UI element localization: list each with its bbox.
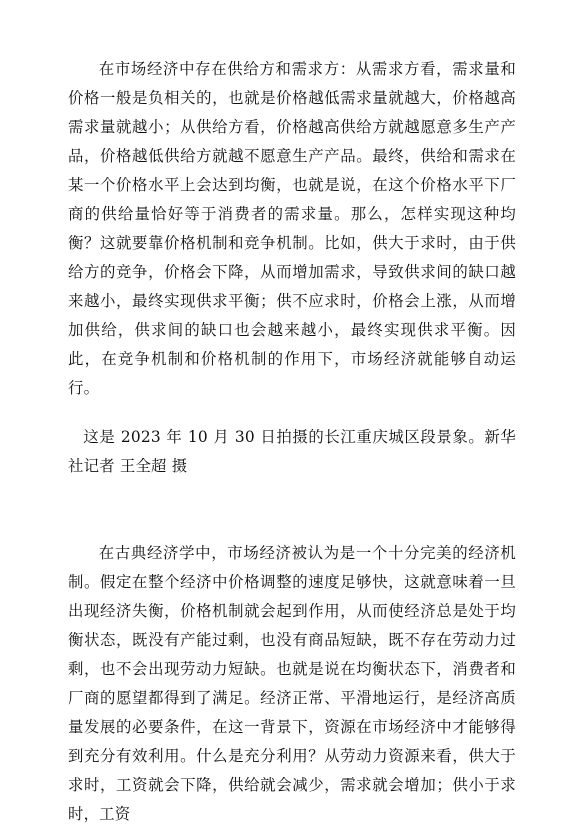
body-paragraph-classical-economics: 在古典经济学中，市场经济被认为是一个十分完美的经济机制。假定在整个经济中价格调整的速度足够快，这就意味着一旦出现经济失衡，价格机制就会起到作用，从而使经济总是处于均衡状态，既没有产能过剩，也没有商品短缺，既不存在劳动力过剩，也不会出现劳动力短缺。也就是说在均衡状态下，消费者和厂商的愿望都得到了满足。经济正常、平滑地运行，是经济高质量发展的必要条件，在这一背景下，资源在市场经济中才能够得到充分有效利用。什么是充分利用？从劳动力资源来看，供大于求时，工资就会下降，供给就会减少，需求就会增加；供小于求时，工资 xyxy=(68,544,516,823)
body-paragraph-supply-demand: 在市场经济中存在供给方和需求方：从需求方看，需求量和价格一般是负相关的，也就是价格越低需求量就越大，价格越高需求量就越小；从供给方看，价格越高供给方就越愿意多生产产品，价格越低供给方就越不愿意生产产品。最终，供给和需求在某一个价格水平上会达到均衡，也就是说，在这个价格水平下厂商的供给量恰好等于消费者的需求量。那么，怎样实现这种均衡？这就要靠价格机制和竞争机制。比如，供大于求时，由于供给方的竞争，价格会下降，从而增加需求，导致供求间的缺口越来越小，最终实现供求平衡；供不应求时，价格会上涨，从而增加供给，供求间的缺口也会越来越小，最终实现供求平衡。因此，在竞争机制和价格机制的作用下，市场经济就能够自动运行。 xyxy=(68,60,516,397)
photo-caption: 这是 2023 年 10 月 30 日拍摄的长江重庆城区段景象。新华社记者 王全超 摄 xyxy=(68,428,516,475)
